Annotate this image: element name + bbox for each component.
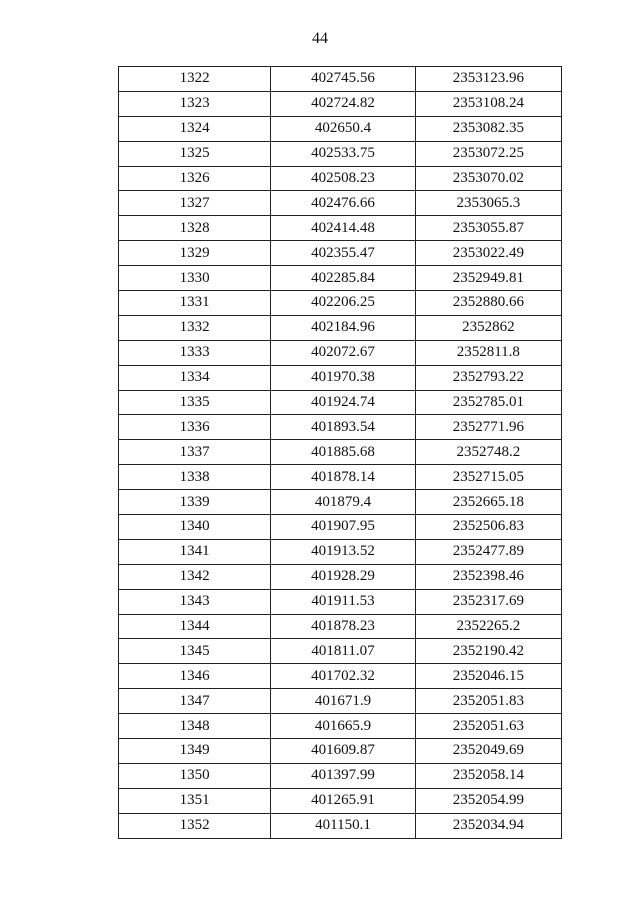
point-number-cell: 1351	[119, 788, 271, 813]
x-coordinate-cell: 401879.4	[271, 490, 415, 515]
y-coordinate-cell: 2352811.8	[415, 340, 561, 365]
point-number-cell: 1343	[119, 589, 271, 614]
table-row	[119, 141, 562, 166]
y-coordinate-cell: 2353082.35	[415, 116, 561, 141]
y-coordinate-cell: 2352715.05	[415, 465, 561, 490]
point-number-cell: 1337	[119, 440, 271, 465]
table-row	[119, 539, 562, 564]
point-number-cell: 1324	[119, 116, 271, 141]
y-coordinate-cell: 2352051.83	[415, 689, 561, 714]
y-coordinate-cell: 2353055.87	[415, 216, 561, 241]
table-row	[119, 415, 562, 440]
y-coordinate-cell: 2353022.49	[415, 241, 561, 266]
y-coordinate-cell: 2353072.25	[415, 141, 561, 166]
point-number-cell: 1340	[119, 515, 271, 540]
x-coordinate-cell: 401150.1	[271, 813, 415, 838]
point-number-cell: 1338	[119, 465, 271, 490]
table-row	[119, 589, 562, 614]
point-number-cell: 1325	[119, 141, 271, 166]
y-coordinate-cell: 2352785.01	[415, 390, 561, 415]
table-row	[119, 191, 562, 216]
y-coordinate-cell: 2352058.14	[415, 763, 561, 788]
point-number-cell: 1350	[119, 763, 271, 788]
point-number-cell: 1344	[119, 614, 271, 639]
y-coordinate-cell: 2352862	[415, 315, 561, 340]
y-coordinate-cell: 2353123.96	[415, 67, 561, 92]
table-row	[119, 315, 562, 340]
x-coordinate-cell: 401878.14	[271, 465, 415, 490]
point-number-cell: 1328	[119, 216, 271, 241]
x-coordinate-cell: 401924.74	[271, 390, 415, 415]
point-number-cell: 1346	[119, 664, 271, 689]
table-row	[119, 67, 562, 92]
point-number-cell: 1333	[119, 340, 271, 365]
x-coordinate-cell: 401702.32	[271, 664, 415, 689]
table-row	[119, 564, 562, 589]
table-row	[119, 390, 562, 415]
point-number-cell: 1335	[119, 390, 271, 415]
page-number: 44	[312, 30, 328, 47]
x-coordinate-cell: 402508.23	[271, 166, 415, 191]
x-coordinate-cell: 401911.53	[271, 589, 415, 614]
table-row	[119, 241, 562, 266]
table-row	[119, 166, 562, 191]
point-number-cell: 1347	[119, 689, 271, 714]
point-number-cell: 1329	[119, 241, 271, 266]
y-coordinate-cell: 2352317.69	[415, 589, 561, 614]
y-coordinate-cell: 2353065.3	[415, 191, 561, 216]
table-row	[119, 365, 562, 390]
x-coordinate-cell: 402206.25	[271, 291, 415, 316]
y-coordinate-cell: 2352046.15	[415, 664, 561, 689]
y-coordinate-cell: 2352265.2	[415, 614, 561, 639]
x-coordinate-cell: 401907.95	[271, 515, 415, 540]
table-row	[119, 813, 562, 838]
x-coordinate-cell: 402355.47	[271, 241, 415, 266]
x-coordinate-cell: 401885.68	[271, 440, 415, 465]
y-coordinate-cell: 2352190.42	[415, 639, 561, 664]
point-number-cell: 1326	[119, 166, 271, 191]
y-coordinate-cell: 2352398.46	[415, 564, 561, 589]
point-number-cell: 1323	[119, 91, 271, 116]
point-number-cell: 1334	[119, 365, 271, 390]
y-coordinate-cell: 2352034.94	[415, 813, 561, 838]
table-row	[119, 440, 562, 465]
x-coordinate-cell: 402414.48	[271, 216, 415, 241]
table-row	[119, 91, 562, 116]
y-coordinate-cell: 2352506.83	[415, 515, 561, 540]
y-coordinate-cell: 2353070.02	[415, 166, 561, 191]
point-number-cell: 1322	[119, 67, 271, 92]
point-number-cell: 1331	[119, 291, 271, 316]
x-coordinate-cell: 401609.87	[271, 739, 415, 764]
x-coordinate-cell: 401970.38	[271, 365, 415, 390]
x-coordinate-cell: 401878.23	[271, 614, 415, 639]
x-coordinate-cell: 402072.67	[271, 340, 415, 365]
coordinates-table	[118, 66, 562, 839]
x-coordinate-cell: 402533.75	[271, 141, 415, 166]
y-coordinate-cell: 2352049.69	[415, 739, 561, 764]
table-row	[119, 216, 562, 241]
x-coordinate-cell: 401928.29	[271, 564, 415, 589]
table-row	[119, 266, 562, 291]
y-coordinate-cell: 2353108.24	[415, 91, 561, 116]
point-number-cell: 1345	[119, 639, 271, 664]
x-coordinate-cell: 401913.52	[271, 539, 415, 564]
point-number-cell: 1341	[119, 539, 271, 564]
x-coordinate-cell: 402285.84	[271, 266, 415, 291]
x-coordinate-cell: 401397.99	[271, 763, 415, 788]
point-number-cell: 1348	[119, 714, 271, 739]
table-row	[119, 291, 562, 316]
table-row	[119, 614, 562, 639]
y-coordinate-cell: 2352748.2	[415, 440, 561, 465]
x-coordinate-cell: 402745.56	[271, 67, 415, 92]
x-coordinate-cell: 402650.4	[271, 116, 415, 141]
point-number-cell: 1352	[119, 813, 271, 838]
x-coordinate-cell: 402184.96	[271, 315, 415, 340]
point-number-cell: 1336	[119, 415, 271, 440]
y-coordinate-cell: 2352949.81	[415, 266, 561, 291]
table-row	[119, 116, 562, 141]
table-row	[119, 689, 562, 714]
table-row	[119, 664, 562, 689]
table-row	[119, 763, 562, 788]
point-number-cell: 1330	[119, 266, 271, 291]
point-number-cell: 1332	[119, 315, 271, 340]
point-number-cell: 1342	[119, 564, 271, 589]
table-row	[119, 714, 562, 739]
y-coordinate-cell: 2352054.99	[415, 788, 561, 813]
table-body	[119, 67, 562, 839]
table-row	[119, 639, 562, 664]
y-coordinate-cell: 2352051.63	[415, 714, 561, 739]
point-number-cell: 1349	[119, 739, 271, 764]
table-row	[119, 465, 562, 490]
x-coordinate-cell: 401811.07	[271, 639, 415, 664]
y-coordinate-cell: 2352477.89	[415, 539, 561, 564]
y-coordinate-cell: 2352665.18	[415, 490, 561, 515]
x-coordinate-cell: 401893.54	[271, 415, 415, 440]
point-number-cell: 1339	[119, 490, 271, 515]
x-coordinate-cell: 402476.66	[271, 191, 415, 216]
table-row	[119, 788, 562, 813]
x-coordinate-cell: 401671.9	[271, 689, 415, 714]
table-row	[119, 490, 562, 515]
table-row	[119, 739, 562, 764]
y-coordinate-cell: 2352880.66	[415, 291, 561, 316]
table-row	[119, 515, 562, 540]
point-number-cell: 1327	[119, 191, 271, 216]
x-coordinate-cell: 402724.82	[271, 91, 415, 116]
x-coordinate-cell: 401265.91	[271, 788, 415, 813]
y-coordinate-cell: 2352771.96	[415, 415, 561, 440]
x-coordinate-cell: 401665.9	[271, 714, 415, 739]
y-coordinate-cell: 2352793.22	[415, 365, 561, 390]
table-row	[119, 340, 562, 365]
